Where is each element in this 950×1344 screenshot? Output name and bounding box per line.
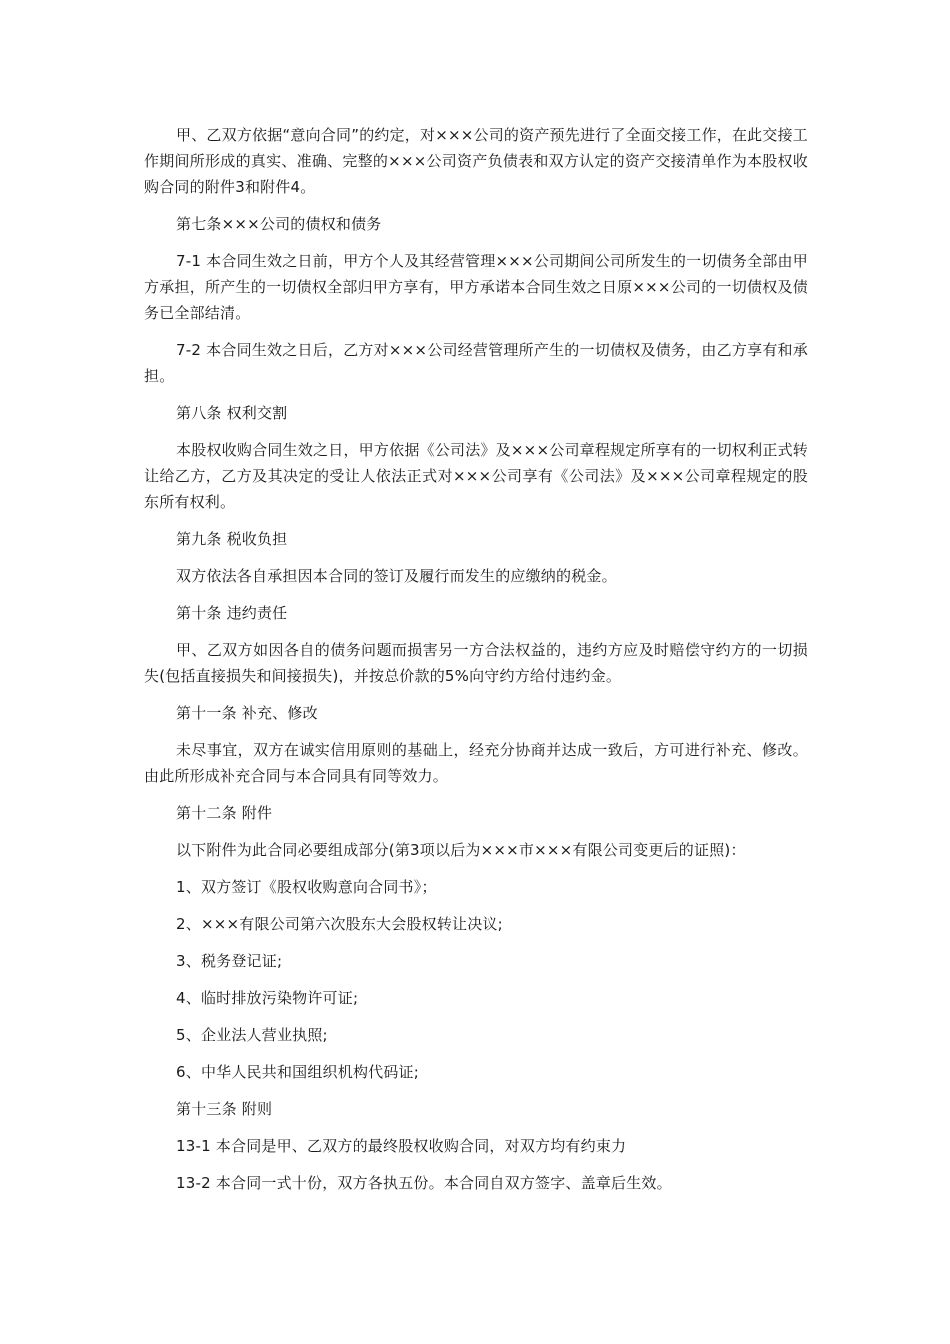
article-11-heading: 第十一条 补充、修改	[176, 704, 318, 722]
attachment-item-2: 2、×××有限公司第六次股东大会股权转让决议;	[176, 915, 503, 933]
paragraph-13-2: 13-2 本合同一式十份，双方各执五份。本合同自双方签字、盖章后生效。	[176, 1174, 672, 1192]
paragraph-7-2: 7-2 本合同生效之日后，乙方对×××公司经营管理所产生的一切债权及债务，由乙方享有和承担。	[144, 341, 808, 385]
attachment-item-5: 5、企业法人营业执照;	[176, 1026, 328, 1044]
paragraph-asset-handover: 甲、乙双方依据“意向合同”的约定，对×××公司的资产预先进行了全面交接工作，在此交接工作期间所形成的真实、准确、完整的×××公司资产负债表和双方认定的资产交接清单作为本股权收购合同的附件3和附件4。	[144, 126, 808, 196]
attachment-item-3: 3、税务登记证;	[176, 952, 283, 970]
article-7-heading: 第七条×××公司的债权和债务	[176, 215, 382, 233]
paragraph-7-1: 7-1 本合同生效之日前，甲方个人及其经营管理×××公司期间公司所发生的一切债务全部由甲方承担，所产生的一切债权全部归甲方享有，甲方承诺本合同生效之日原×××公司的一切债权及债务已全部结清。	[144, 252, 808, 322]
article-10-heading: 第十条 违约责任	[176, 604, 288, 622]
article-13-heading: 第十三条 附则	[176, 1100, 273, 1118]
paragraph-attachments-intro: 以下附件为此合同必要组成部分(第3项以后为×××市×××有限公司变更后的证照)：	[176, 841, 746, 859]
attachment-item-4: 4、临时排放污染物许可证;	[176, 989, 359, 1007]
document-page	[144, 122, 808, 1207]
article-8-heading: 第八条 权利交割	[176, 404, 288, 422]
paragraph-rights-transfer: 本股权收购合同生效之日，甲方依据《公司法》及×××公司章程规定所享有的一切权利正式转让给乙方，乙方及其决定的受让人依法正式对×××公司享有《公司法》及×××公司章程规定的股东所有权利。	[144, 441, 808, 511]
paragraph-amendment: 未尽事宜，双方在诚实信用原则的基础上，经充分协商并达成一致后，方可进行补充、修改。由此所形成补充合同与本合同具有同等效力。	[144, 741, 808, 785]
paragraph-13-1: 13-1 本合同是甲、乙双方的最终股权收购合同，对双方均有约束力	[176, 1137, 627, 1155]
attachment-item-6: 6、中华人民共和国组织机构代码证;	[176, 1063, 419, 1081]
article-12-heading: 第十二条 附件	[176, 804, 273, 822]
article-9-heading: 第九条 税收负担	[176, 530, 288, 548]
paragraph-tax: 双方依法各自承担因本合同的签订及履行而发生的应缴纳的税金。	[176, 567, 617, 585]
attachment-item-1: 1、双方签订《股权收购意向合同书》；	[176, 878, 437, 896]
paragraph-breach: 甲、乙双方如因各自的债务问题而损害另一方合法权益的，违约方应及时赔偿守约方的一切损失(包括直接损失和间接损失)，并按总价款的5%向守约方给付违约金。	[144, 641, 808, 685]
